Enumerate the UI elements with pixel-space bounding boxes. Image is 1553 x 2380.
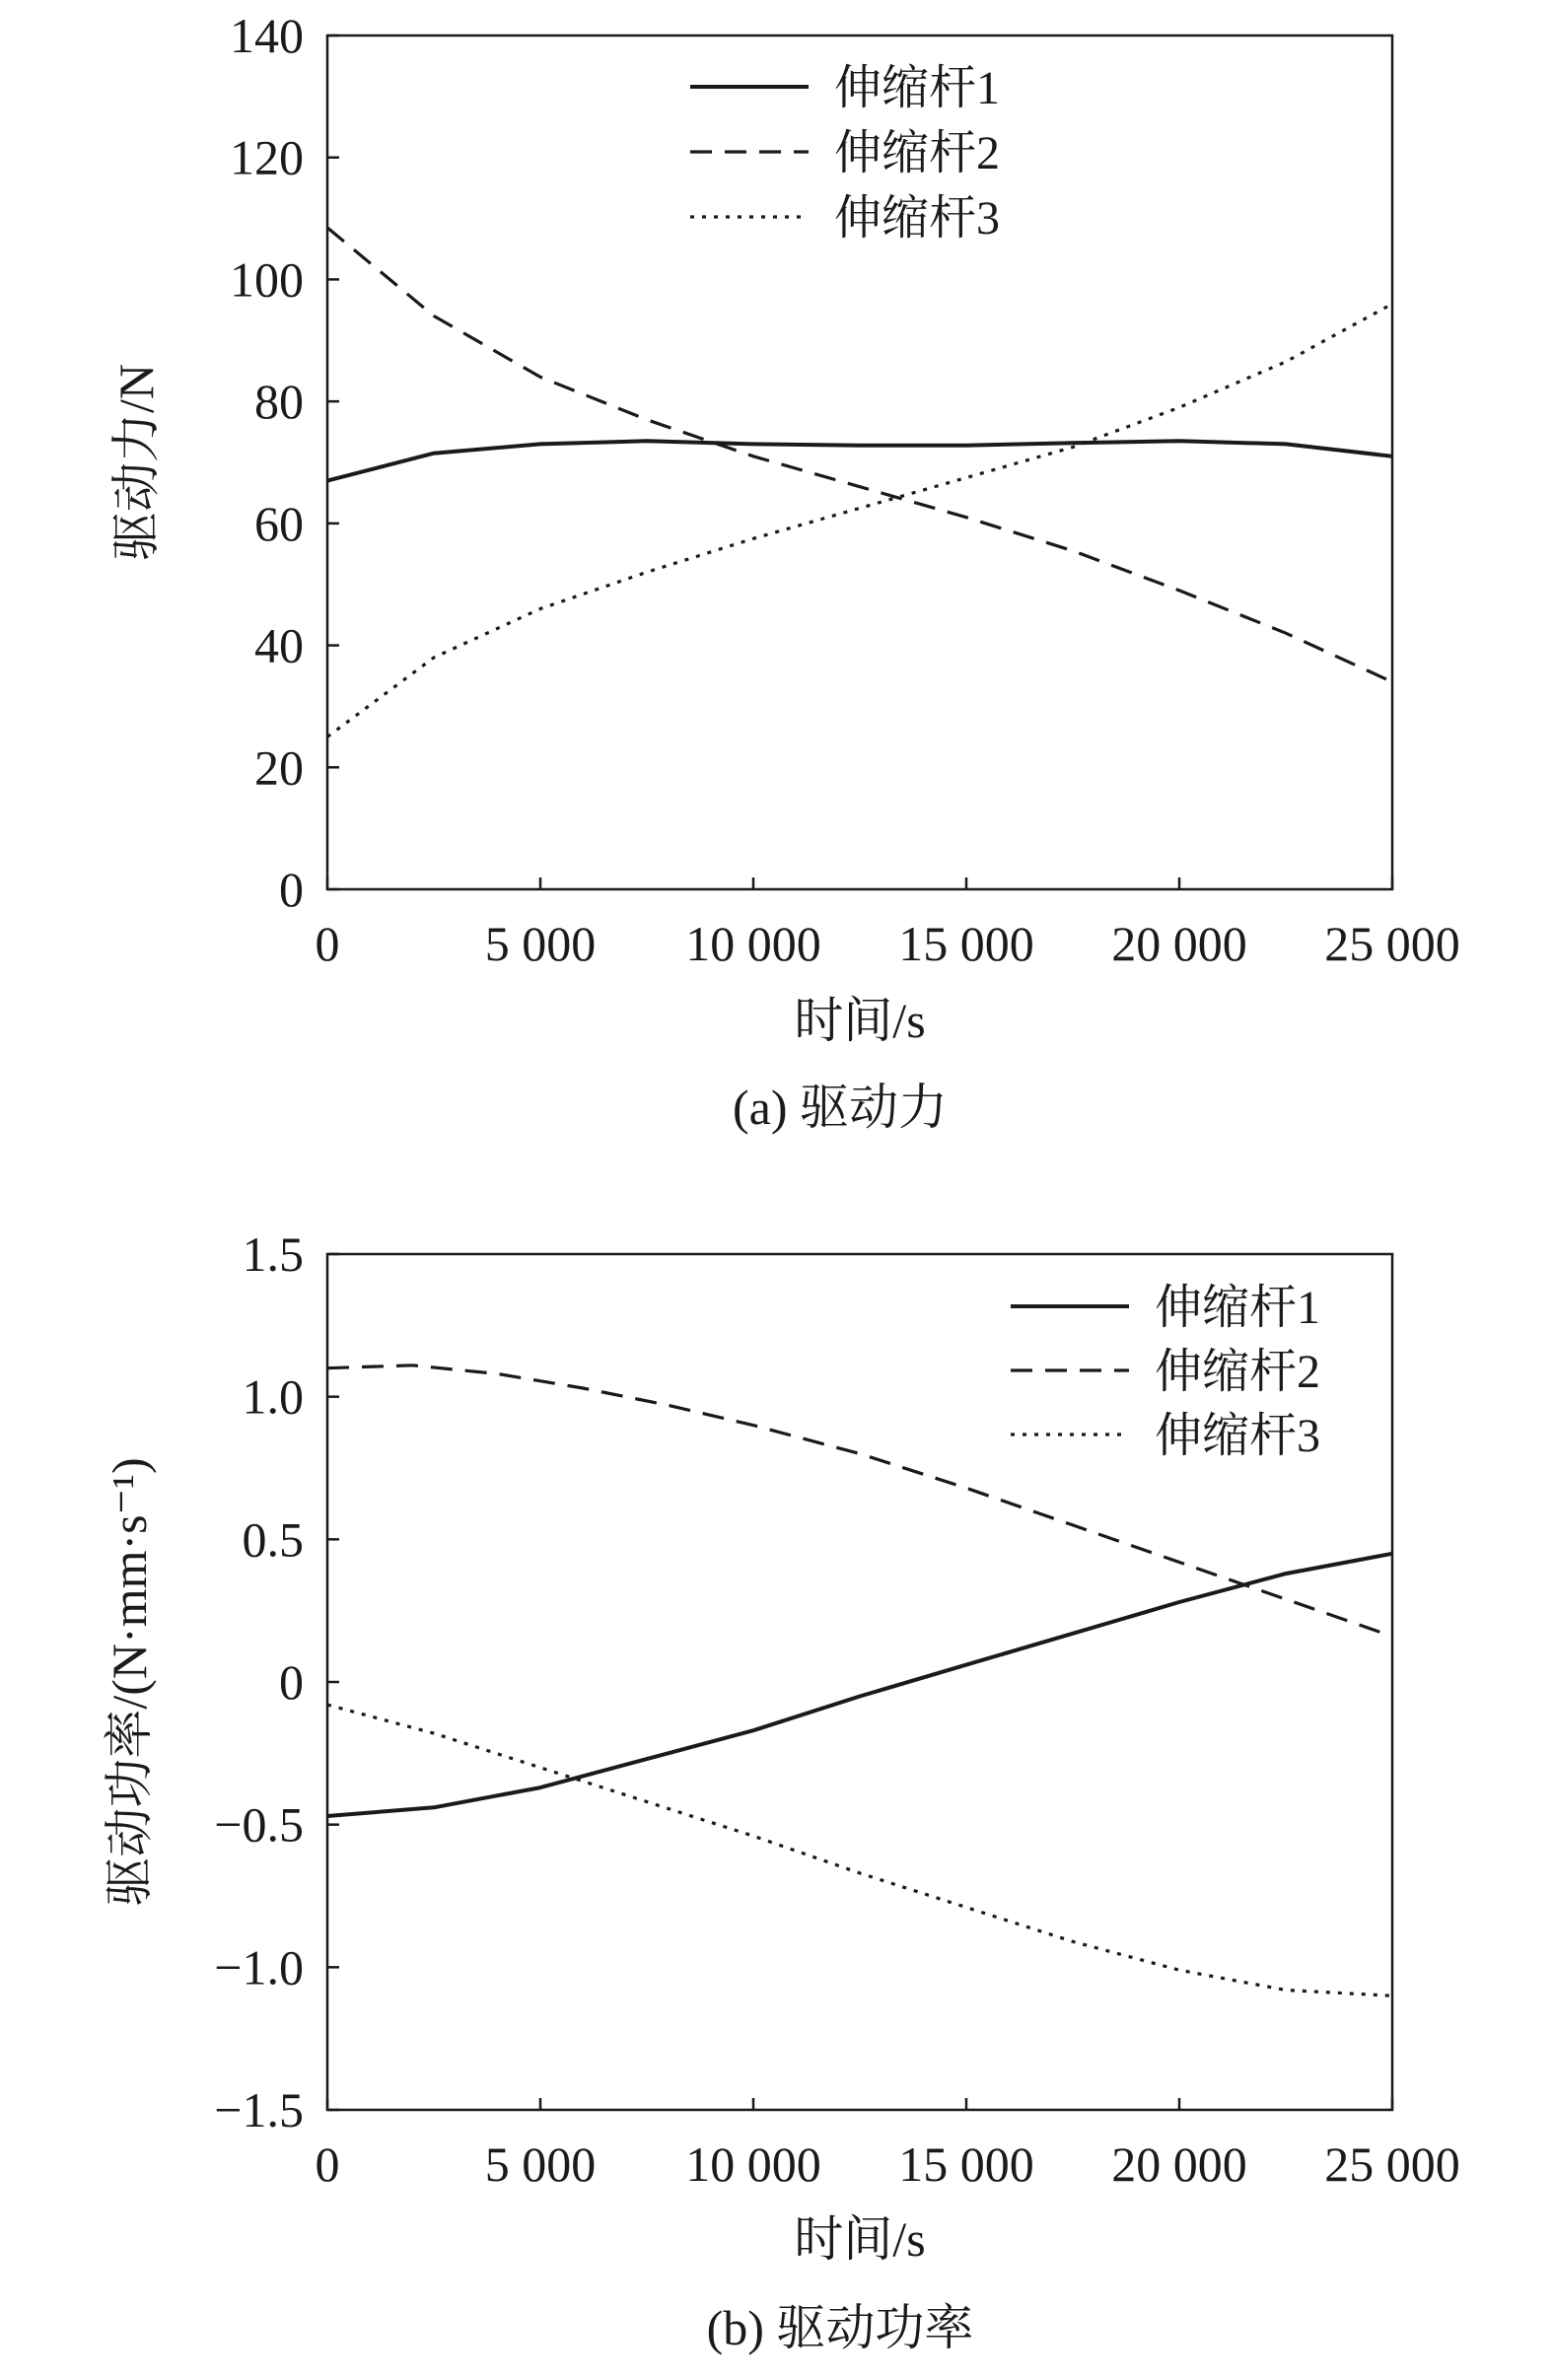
series-line-3 xyxy=(327,304,1392,736)
x-tick-label: 10 000 xyxy=(685,916,821,971)
y-tick-label: −1.5 xyxy=(214,2082,304,2137)
x-tick-label: 0 xyxy=(315,916,340,971)
y-tick-label: 1.5 xyxy=(242,1226,304,1282)
x-tick-label: 10 000 xyxy=(685,2136,821,2192)
series-line-1 xyxy=(327,441,1392,480)
y-tick-label: 40 xyxy=(254,617,304,673)
x-axis-title: 时间/s xyxy=(794,2211,926,2267)
x-tick-label: 5 000 xyxy=(484,916,597,971)
x-tick-label: 15 000 xyxy=(898,916,1034,971)
legend-label-2: 伸缩杆2 xyxy=(834,127,1001,179)
x-tick-label: 20 000 xyxy=(1111,916,1247,971)
legend-label-3: 伸缩杆3 xyxy=(1155,1410,1321,1462)
series-line-2 xyxy=(327,1365,1392,1637)
x-tick-label: 0 xyxy=(315,2136,340,2192)
x-tick-label: 15 000 xyxy=(898,2136,1034,2192)
legend-label-1: 伸缩杆1 xyxy=(834,62,1001,114)
legend-label-2: 伸缩杆2 xyxy=(1155,1346,1321,1398)
y-tick-label: 60 xyxy=(254,495,304,551)
figure-caption: (b) 驱动功率 xyxy=(706,2300,974,2355)
legend-label-1: 伸缩杆1 xyxy=(1155,1282,1321,1334)
y-tick-label: 80 xyxy=(254,374,304,430)
y-tick-label: 0 xyxy=(279,862,304,917)
x-tick-label: 25 000 xyxy=(1324,2136,1460,2192)
y-tick-label: 1.0 xyxy=(242,1368,304,1425)
y-axis-title: 驱动力/N xyxy=(108,364,164,561)
series-line-1 xyxy=(327,1554,1392,1816)
x-axis-title: 时间/s xyxy=(794,993,926,1048)
y-axis-title: 驱动功率/(N·mm·s⁻¹) xyxy=(102,1457,157,1907)
y-tick-label: 20 xyxy=(254,739,304,796)
figure-caption: (a) 驱动力 xyxy=(733,1080,948,1135)
y-tick-label: −0.5 xyxy=(214,1796,304,1853)
chart-driving-force xyxy=(108,8,1460,1135)
chart-driving-power xyxy=(102,1226,1460,2355)
y-tick-label: 140 xyxy=(230,8,304,63)
x-tick-label: 5 000 xyxy=(484,2136,597,2192)
x-tick-label: 25 000 xyxy=(1324,916,1460,971)
y-tick-label: −1.0 xyxy=(214,1939,304,1995)
y-tick-label: 120 xyxy=(230,129,304,185)
y-tick-label: 0.5 xyxy=(242,1511,304,1568)
legend-label-3: 伸缩杆3 xyxy=(834,192,1001,245)
series-line-3 xyxy=(327,1705,1392,1995)
y-tick-label: 100 xyxy=(230,251,304,308)
x-tick-label: 20 000 xyxy=(1111,2136,1247,2192)
y-tick-label: 0 xyxy=(279,1654,304,1710)
series-line-2 xyxy=(327,228,1392,682)
